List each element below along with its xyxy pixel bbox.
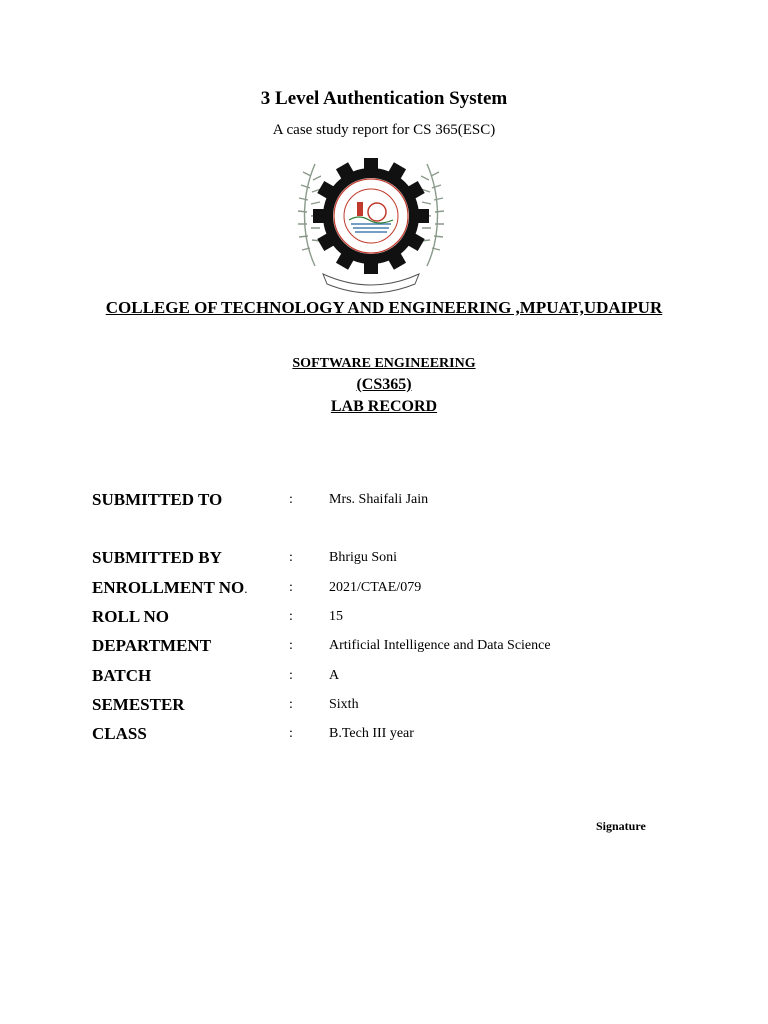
motto-ribbon (323, 274, 419, 293)
detail-value: 15 (329, 609, 343, 624)
subject-name: SOFTWARE ENGINEERING (292, 356, 476, 371)
detail-row-class (92, 724, 712, 746)
detail-row-department (92, 636, 712, 658)
detail-row-roll-no (92, 607, 712, 629)
report-title: 3 Level Authentication System (260, 88, 508, 109)
detail-colon: : (289, 726, 293, 741)
detail-colon: : (289, 550, 293, 565)
detail-colon: : (289, 492, 293, 507)
detail-value: 2021/CTAE/079 (329, 580, 422, 595)
course-code: (CS365) (356, 376, 412, 393)
detail-row-submitted-by (92, 548, 712, 570)
college-logo (293, 156, 449, 296)
detail-colon: : (289, 609, 293, 624)
detail-label: ENROLLMENT NO. (92, 578, 248, 597)
detail-value: Bhrigu Soni (329, 550, 398, 565)
detail-colon: : (289, 668, 293, 683)
detail-row-submitted-to (92, 490, 712, 512)
detail-label: BATCH (92, 666, 152, 685)
detail-label: SUBMITTED BY (92, 548, 222, 567)
signature-label: Signature (596, 819, 646, 833)
detail-value: B.Tech III year (329, 726, 414, 741)
detail-value: Artificial Intelligence and Data Science (329, 638, 551, 653)
detail-label: ROLL NO (92, 607, 169, 626)
detail-value: Mrs. Shaifali Jain (329, 492, 429, 507)
college-logo-emblem (293, 156, 449, 296)
record-type: LAB RECORD (330, 398, 438, 415)
detail-colon: : (289, 697, 293, 712)
college-name: COLLEGE OF TECHNOLOGY AND ENGINEERING ,MPUAT,UDAIPUR (105, 298, 663, 317)
detail-label: CLASS (92, 724, 147, 743)
detail-colon: : (289, 638, 293, 653)
detail-label: SUBMITTED TO (92, 490, 223, 509)
report-subtitle: A case study report for CS 365(ESC) (272, 122, 496, 138)
gear-icon (313, 158, 429, 274)
detail-row-enrollment (92, 578, 712, 600)
detail-colon: : (289, 580, 293, 595)
detail-label: SEMESTER (92, 695, 185, 714)
detail-row-semester (92, 695, 712, 717)
detail-row-batch (92, 666, 712, 688)
detail-value: A (329, 668, 340, 683)
detail-value: Sixth (329, 697, 359, 712)
detail-label: DEPARTMENT (92, 636, 212, 655)
